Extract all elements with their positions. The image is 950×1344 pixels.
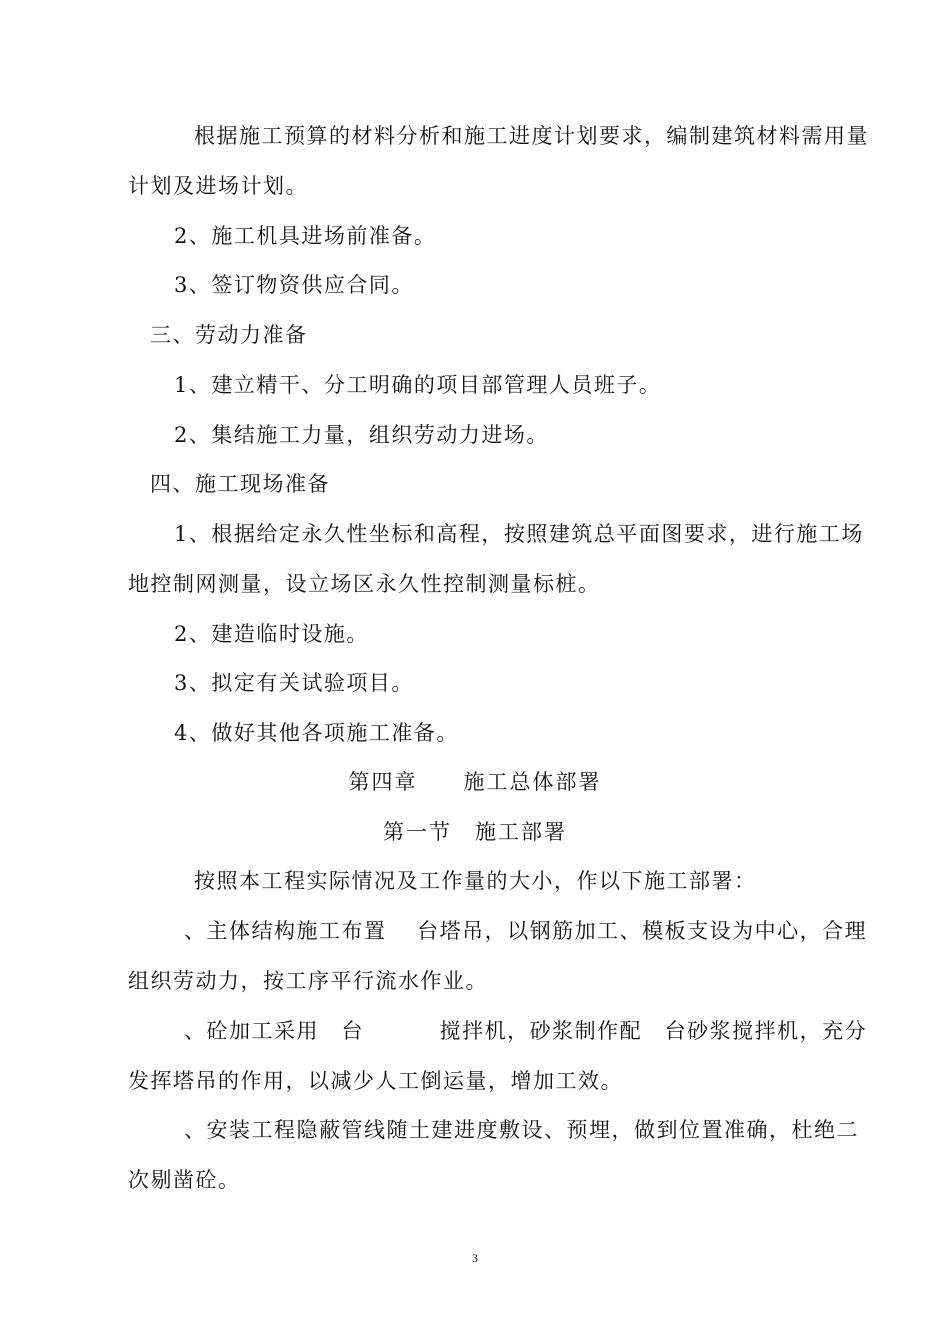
paragraph-materials-line-2: 计划及进场计划。 <box>128 174 308 198</box>
item-survey-control-line-2: 地控制网测量，设立场区永久性控制测量标桩。 <box>128 572 601 596</box>
installation-pipelines-line-2: 次剔凿砼。 <box>128 1168 241 1192</box>
concrete-processing-line-2: 发挥塔吊的作用，以减少人工倒运量，增加工效。 <box>128 1069 623 1093</box>
deployment-intro: 按照本工程实际情况及工作量的大小，作以下施工部署： <box>194 869 757 893</box>
section-heading: 第一节 施工部署 <box>383 820 567 844</box>
item-other-preparations: 4、做好其他各项施工准备。 <box>174 721 459 745</box>
installation-pipelines-line-1: 、安装工程隐蔽管线随土建进度敷设、预埋，做到位置准确，杜绝二 <box>184 1118 859 1142</box>
item-machinery-preparation: 2、施工机具进场前准备。 <box>174 224 437 248</box>
item-test-projects: 3、拟定有关试验项目。 <box>174 671 414 695</box>
item-labor-mobilization: 2、集结施工力量，组织劳动力进场。 <box>174 423 549 447</box>
structure-layout-line-1: 、主体结构施工布置 台塔吊，以钢筋加工、模板支设为中心，合理 <box>184 919 868 943</box>
section-heading-labor: 三、劳动力准备 <box>150 323 308 347</box>
paragraph-materials-line-1: 根据施工预算的材料分析和施工进度计划要求，编制建筑材料需用量 <box>194 124 869 148</box>
structure-layout-line-2: 组织劳动力，按工序平行流水作业。 <box>128 969 488 993</box>
item-management-team: 1、建立精干、分工明确的项目部管理人员班子。 <box>174 373 662 397</box>
item-supply-contract: 3、签订物资供应合同。 <box>174 273 414 297</box>
section-heading-site-preparation: 四、施工现场准备 <box>150 472 330 496</box>
item-temporary-facilities: 2、建造临时设施。 <box>174 622 369 646</box>
page-number: 3 <box>472 1251 478 1265</box>
item-survey-control-line-1: 1、根据给定永久性坐标和高程，按照建筑总平面图要求，进行施工场 <box>174 522 864 546</box>
concrete-processing-line-1: 、砼加工采用 台 搅拌机，砂浆制作配 台砂浆搅拌机，充分 <box>184 1019 868 1043</box>
chapter-heading: 第四章 施工总体部署 <box>348 770 602 794</box>
